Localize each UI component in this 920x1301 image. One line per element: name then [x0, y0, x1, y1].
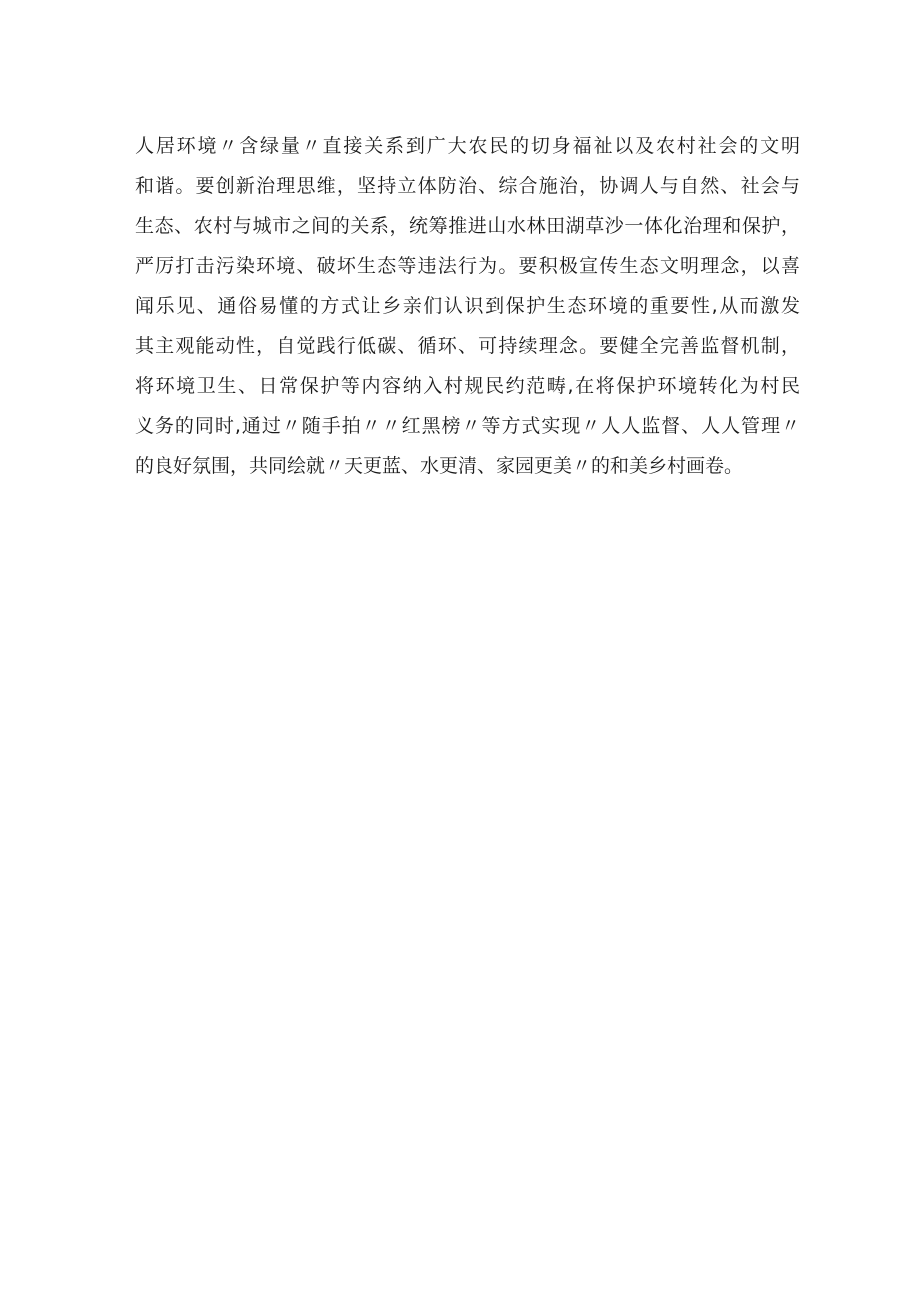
paragraph-line: 和谐。要创新治理思维，坚持立体防治、综合施治，协调人与自然、社会与 [135, 175, 800, 197]
paragraph-line: 人居环境〃含绿量〃直接关系到广大农民的切身福祉以及农村社会的文明 [135, 135, 800, 157]
paragraph-line: 生态、农村与城市之间的关系，统筹推进山水林田湖草沙一体化治理和保护， [135, 215, 800, 237]
body-paragraph [135, 126, 800, 486]
paragraph-line: 严厉打击污染环境、破坏生态等违法行为。要积极宣传生态文明理念，以喜 [135, 255, 800, 277]
paragraph-line: 将环境卫生、日常保护等内容纳入村规民约范畴,在将保护环境转化为村民 [135, 375, 800, 397]
paragraph-line: 的良好氛围，共同绘就〃天更蓝、水更清、家园更美〃的和美乡村画卷。 [135, 455, 744, 477]
paragraph-line: 义务的同时,通过〃随手拍〃〃红黑榜〃等方式实现〃人人监督、人人管理〃 [135, 415, 800, 437]
paragraph-line: 闻乐见、通俗易懂的方式让乡亲们认识到保护生态环境的重要性,从而激发 [135, 295, 800, 317]
paragraph-line: 其主观能动性，自觉践行低碳、循环、可持续理念。要健全完善监督机制， [135, 335, 800, 357]
